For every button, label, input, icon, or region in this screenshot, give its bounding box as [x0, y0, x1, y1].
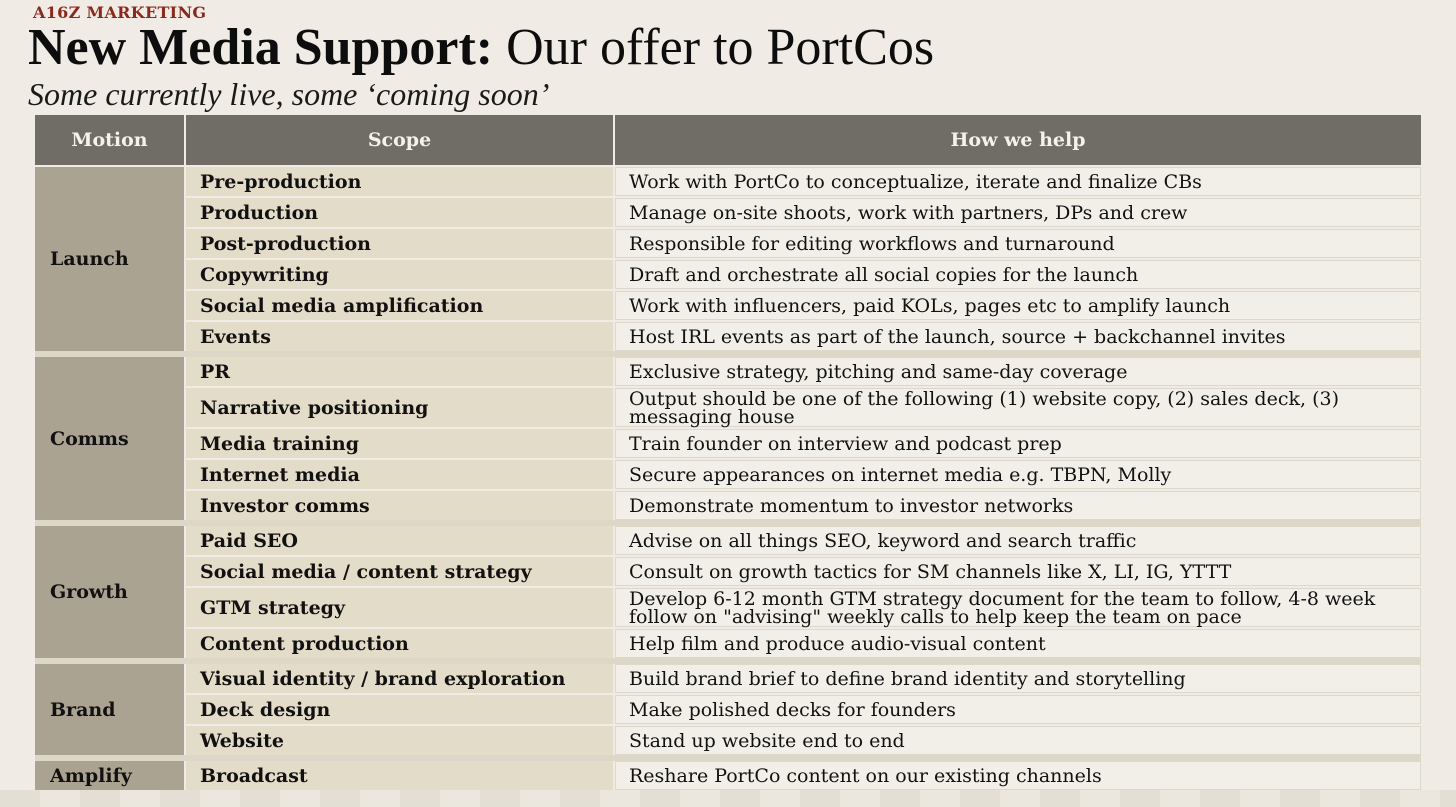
scope-cell: GTM strategy — [186, 588, 613, 627]
how-we-help-cell: Output should be one of the following (1) website copy, (2) sales deck, (3) messaging house — [615, 388, 1421, 427]
motion-cell-growth: Growth — [35, 526, 184, 658]
how-we-help-cell: Host IRL events as part of the launch, source + backchannel invites — [615, 322, 1421, 351]
how-we-help-cell: Responsible for editing workflows and turnaround — [615, 229, 1421, 258]
motion-cell-amplify: Amplify — [35, 761, 184, 790]
motion-cell-brand: Brand — [35, 664, 184, 755]
how-we-help-cell: Reshare PortCo content on our existing channels — [615, 761, 1421, 790]
scope-cell: Post-production — [186, 229, 613, 258]
header-how-we-help: How we help — [615, 115, 1421, 165]
page-subtitle: Some currently live, some ‘coming soon’ — [28, 76, 550, 112]
how-we-help-cell: Stand up website end to end — [615, 726, 1421, 755]
how-we-help-cell: Demonstrate momentum to investor networks — [615, 491, 1421, 520]
how-we-help-cell: Help film and produce audio-visual content — [615, 629, 1421, 658]
scope-cell: Content production — [186, 629, 613, 658]
how-we-help-cell: Consult on growth tactics for SM channels like X, LI, IG, YTTT — [615, 557, 1421, 586]
scope-cell: Investor comms — [186, 491, 613, 520]
scope-cell: Social media / content strategy — [186, 557, 613, 586]
title-bold: New Media Support: — [28, 19, 494, 76]
scope-cell: Social media amplification — [186, 291, 613, 320]
how-we-help-cell: Build brand brief to define brand identity and storytelling — [615, 664, 1421, 693]
scope-cell: Copywriting — [186, 260, 613, 289]
scope-cell: Broadcast — [186, 761, 613, 790]
scope-cell: Paid SEO — [186, 526, 613, 555]
header-motion: Motion — [35, 115, 184, 165]
how-we-help-cell: Work with PortCo to conceptualize, iterate and finalize CBs — [615, 167, 1421, 196]
offer-table — [35, 115, 1421, 787]
how-we-help-cell: Advise on all things SEO, keyword and search traffic — [615, 526, 1421, 555]
title-rest: Our offer to PortCos — [506, 19, 935, 76]
how-we-help-cell: Make polished decks for founders — [615, 695, 1421, 724]
scope-cell: PR — [186, 357, 613, 386]
header-scope: Scope — [186, 115, 613, 165]
eyebrow-label: A16Z MARKETING — [33, 3, 207, 22]
how-we-help-cell: Train founder on interview and podcast prep — [615, 429, 1421, 458]
scope-cell: Narrative positioning — [186, 388, 613, 427]
scope-cell: Production — [186, 198, 613, 227]
how-we-help-cell: Exclusive strategy, pitching and same-day coverage — [615, 357, 1421, 386]
scope-cell: Visual identity / brand exploration — [186, 664, 613, 693]
how-we-help-cell: Draft and orchestrate all social copies for the launch — [615, 260, 1421, 289]
how-we-help-cell: Work with influencers, paid KOLs, pages etc to amplify launch — [615, 291, 1421, 320]
how-we-help-cell: Manage on-site shoots, work with partners, DPs and crew — [615, 198, 1421, 227]
motion-cell-comms: Comms — [35, 357, 184, 520]
scope-cell: Internet media — [186, 460, 613, 489]
scope-cell: Deck design — [186, 695, 613, 724]
how-we-help-cell: Secure appearances on internet media e.g. TBPN, Molly — [615, 460, 1421, 489]
page-title — [28, 18, 934, 78]
motion-cell-launch: Launch — [35, 167, 184, 351]
how-we-help-cell: Develop 6-12 month GTM strategy document for the team to follow, 4-8 week follow on "advising" weekly calls to help keep the team on pace — [615, 588, 1421, 627]
scope-cell: Media training — [186, 429, 613, 458]
scope-cell: Events — [186, 322, 613, 351]
scope-cell: Pre-production — [186, 167, 613, 196]
footer-pattern — [0, 790, 1456, 807]
scope-cell: Website — [186, 726, 613, 755]
